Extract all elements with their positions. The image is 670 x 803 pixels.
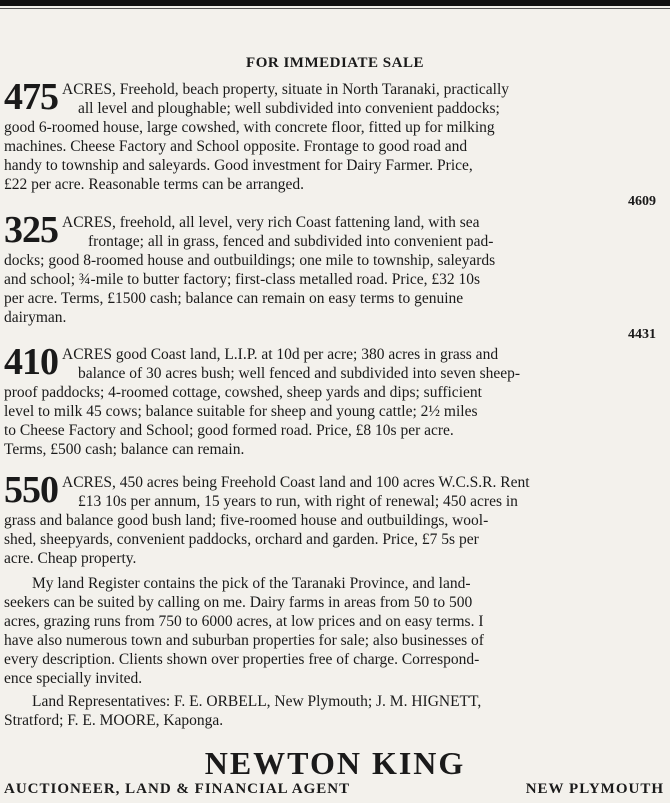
page-heading: FOR IMMEDIATE SALE (246, 55, 424, 71)
text-line: shed, sheepyards, convenient paddocks, orchard and garden. Price, £7 5s per (4, 531, 479, 548)
text-line: Land Representatives: F. E. ORBELL, New Plymouth; J. M. HIGNETT, (32, 693, 482, 710)
land-representatives (4, 692, 656, 730)
text-line: handy to township and saleyards. Good investment for Dairy Farmer. Price, (4, 157, 473, 174)
closing-paragraph (4, 574, 656, 688)
text-line: dairyman. (4, 309, 67, 326)
acreage-number: 550 (4, 469, 58, 511)
reference-number: 4609 (628, 194, 656, 209)
firm-name: NEWTON KING (204, 745, 466, 781)
acreage-number: 325 (4, 209, 58, 251)
text-line: My land Register contains the pick of the Taranaki Province, and land- (32, 575, 471, 592)
acreage-number: 410 (4, 341, 58, 383)
acreage-number: 475 (4, 76, 58, 118)
text-line: £13 10s per annum, 15 years to run, with right of renewal; 450 acres in (78, 493, 518, 510)
text-line: ACRES good Coast land, L.I.P. at 10d per acre; 380 acres in grass and (62, 346, 499, 363)
listing-text (4, 76, 656, 194)
text-line: seekers can be suited by calling on me. Dairy farms in areas from 50 to 500 (4, 594, 473, 611)
text-line: acre. Cheap property. (4, 550, 137, 567)
text-line: frontage; all in grass, fenced and subdivided into convenient pad- (88, 233, 494, 250)
listing-475 (4, 76, 656, 210)
text-line: have also numerous town and suburban properties for sale; also businesses of (4, 632, 484, 649)
top-rule-thin (0, 8, 670, 9)
text-line: machines. Cheese Factory and School opposite. Frontage to good road and (4, 138, 468, 155)
firm-location: NEW PLYMOUTH (525, 781, 664, 797)
text-line: ACRES, 450 acres being Freehold Coast land and 100 acres W.C.S.R. Rent (62, 474, 530, 491)
text-line: good 6-roomed house, large cowshed, with concrete floor, fitted up for milking (4, 119, 495, 136)
text-line: docks; good 8-roomed house and outbuildings; one mile to township, saleyards (4, 252, 496, 269)
text-line: all level and ploughable; well subdivided into convenient paddocks; (78, 100, 500, 117)
text-line: ence specially invited. (4, 670, 143, 687)
text-line: level to milk 45 cows; balance suitable for sheep and young cattle; 2½ miles (4, 403, 478, 420)
text-line: and school; ¾-mile to butter factory; first-class metalled road. Price, £32 10s (4, 271, 481, 288)
text-line: balance of 30 acres bush; well fenced and subdivided into seven sheep- (78, 365, 521, 382)
top-rule (0, 0, 670, 6)
listing-text (4, 341, 656, 459)
text-line: Terms, £500 cash; balance can remain. (4, 441, 245, 458)
listing-410 (4, 341, 656, 459)
text-line: grass and balance good bush land; five-roomed house and outbuildings, wool- (4, 512, 489, 529)
text-line: ACRES, Freehold, beach property, situate in North Taranaki, practically (62, 81, 509, 98)
text-line: £22 per acre. Reasonable terms can be arranged. (4, 176, 304, 193)
listing-text (4, 209, 656, 327)
text-line: to Cheese Factory and School; good formed road. Price, £8 10s per acre. (4, 422, 454, 439)
firm-description: AUCTIONEER, LAND & FINANCIAL AGENT (4, 781, 351, 797)
listing-550 (4, 469, 656, 568)
reference-number: 4431 (628, 327, 656, 342)
text-line: Stratford; F. E. MOORE, Kaponga. (4, 712, 224, 729)
text-line: proof paddocks; 4-roomed cottage, cowshed, sheep yards and dips; sufficient (4, 384, 482, 401)
listing-325 (4, 209, 656, 343)
listing-text (4, 469, 656, 568)
text-line: ACRES, freehold, all level, very rich Coast fattening land, with sea (62, 214, 480, 231)
text-line: per acre. Terms, £1500 cash; balance can remain on easy terms to genuine (4, 290, 464, 307)
text-line: every description. Clients shown over properties free of charge. Correspond- (4, 651, 480, 668)
text-line: acres, grazing runs from 750 to 6000 acres, at low prices and on easy terms. I (4, 613, 484, 630)
